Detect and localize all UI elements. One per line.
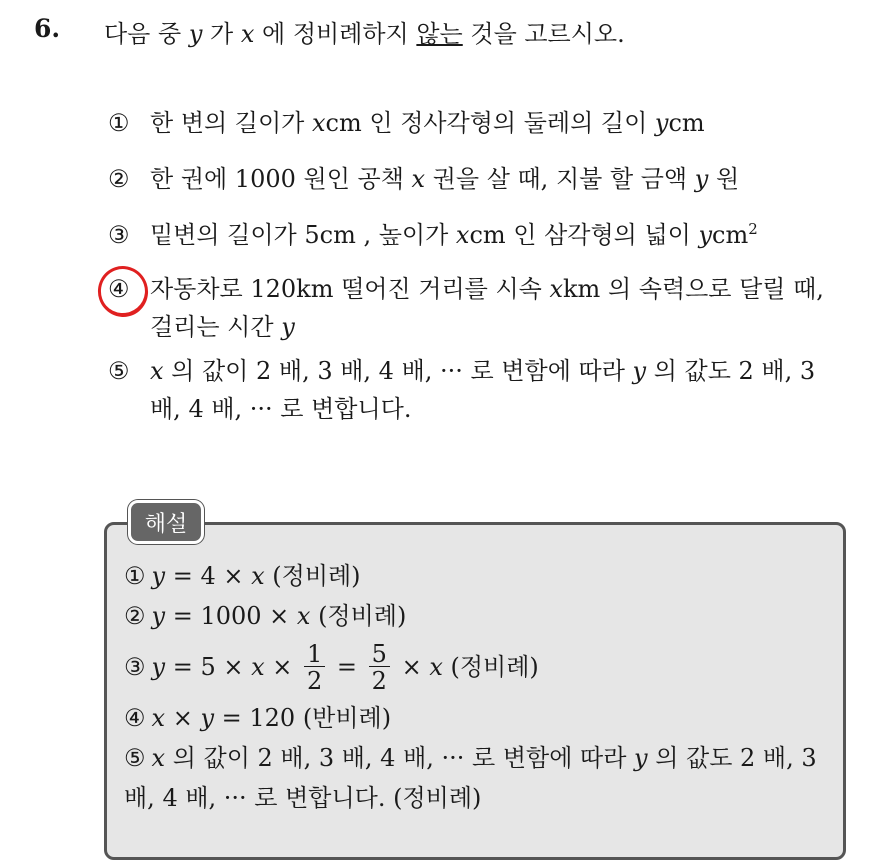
- choice-list: [108, 104, 848, 428]
- stem-text: 가: [202, 20, 241, 48]
- choice-5[interactable]: [108, 352, 848, 428]
- choice-text: x 의 값이 2 배, 3 배, 4 배, ··· 로 변함에 따라 y 의 값도 2 배, 3 배, 4 배, ··· 로 변합니다.: [150, 357, 816, 423]
- choice-text: 자동차로 120km 떨어진 거리를 시속 xkm 의 속력으로 달릴 때, 걸리는 시간 y: [150, 275, 824, 341]
- choice-4[interactable]: [108, 270, 848, 346]
- solution-line-1: ① y = 4 × x (정비례): [124, 562, 361, 590]
- solution-tag: 해설: [128, 500, 204, 544]
- choice-marker: ④: [108, 270, 150, 346]
- superscript: 2: [748, 220, 758, 238]
- answer-circle-mark: [91, 260, 154, 324]
- choice-text: 밑변의 길이가 5cm , 높이가 xcm 인 삼각형의 넓이 ycm$^2$: [150, 220, 758, 249]
- stem-underlined-word: 않는: [416, 20, 463, 48]
- choice-3[interactable]: [108, 216, 848, 254]
- solution-line-5: ⑤ x 의 값이 2 배, 3 배, 4 배, ··· 로 변함에 따라 y 의 값도 2 배, 3 배, 4 배, ··· 로 변합니다. (정비례): [124, 744, 817, 812]
- choice-2[interactable]: [108, 160, 848, 198]
- question-stem: [104, 14, 625, 49]
- question-number: 6.: [34, 14, 61, 43]
- fraction-one-half: $\frac{1}{2}$: [304, 642, 325, 693]
- choice-marker: ⑤: [108, 357, 130, 385]
- stem-text: 다음 중: [104, 20, 189, 48]
- solution-line-2: ② y = 1000 × x (정비례): [124, 602, 407, 630]
- choice-marker: ③: [108, 221, 130, 249]
- choice-text: 한 권에 1000 원인 공책 x 권을 살 때, 지불 할 금액 y 원: [150, 165, 740, 193]
- var-x: x: [240, 20, 255, 48]
- choice-1[interactable]: [108, 104, 848, 142]
- stem-text: 것을 고르시오.: [462, 20, 625, 48]
- solution-line-3: ③ y = 5 × x × $\frac{1}{2}$ = $\frac{5}{2}$ × x (정비례): [124, 639, 539, 695]
- solution-content: [124, 556, 834, 818]
- choice-marker: ②: [108, 165, 130, 193]
- solution-line-4: ④ x × y = 120 (반비례): [124, 704, 392, 732]
- fraction-five-halves: $\frac{5}{2}$: [369, 642, 390, 693]
- var-y: y: [188, 20, 203, 48]
- choice-marker: ①: [108, 109, 130, 137]
- choice-text: 한 변의 길이가 xcm 인 정사각형의 둘레의 길이 ycm: [150, 109, 705, 137]
- stem-text: 에 정비례하지: [254, 20, 417, 48]
